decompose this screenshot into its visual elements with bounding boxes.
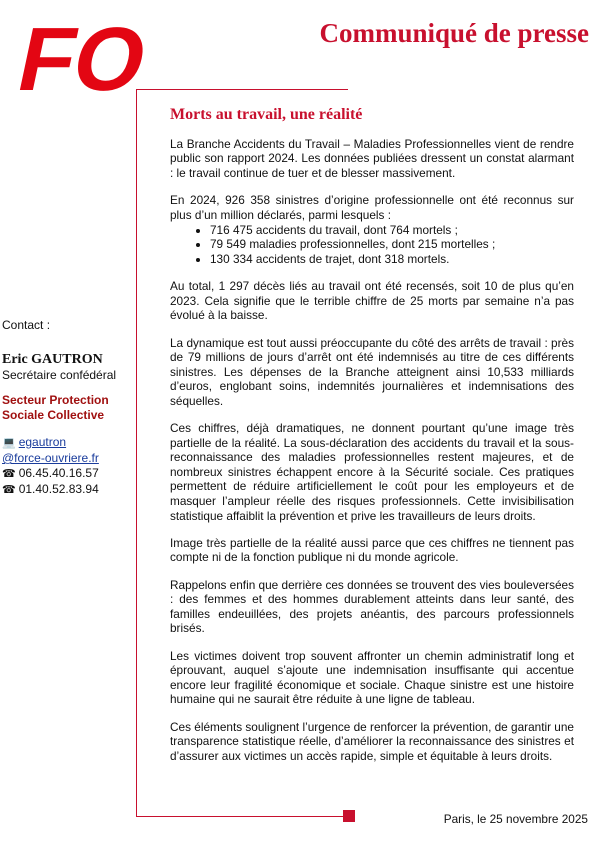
contact-sector bbox=[2, 393, 132, 423]
phone-icon: ☎ bbox=[2, 484, 16, 496]
contact-sidebar bbox=[0, 318, 132, 498]
paragraph-public-sector: Image très partielle de la réalité aussi parce que ces chiffres ne tiennent pas compte ni de la fonction publique ni du monde agricole. bbox=[170, 535, 574, 565]
fo-logo bbox=[9, 9, 156, 110]
contact-phone2-row bbox=[2, 482, 132, 498]
press-release-title: Communiqué de presse bbox=[319, 18, 589, 48]
contact-sector-line1: Secteur Protection bbox=[2, 393, 109, 407]
paragraph-lives: Rappelons enfin que derrière ces données se trouvent des vies bouleversées : des femmes et des hommes durablement atteints dans leur santé, des familles endeuillées, des projets anéantis, des parcours professionnels brisés. bbox=[170, 577, 574, 636]
phone-icon: ☎ bbox=[2, 468, 16, 480]
contact-phone1: 06.45.40.16.57 bbox=[18, 466, 99, 480]
contact-sector-line2: Sociale Collective bbox=[2, 408, 105, 422]
contact-email-domain-row bbox=[2, 451, 132, 466]
contact-email-row bbox=[2, 435, 132, 451]
list-item: • 130 334 accidents de trajet, dont 318 mortels. bbox=[210, 252, 574, 267]
release-date: Paris, le 25 novembre 2025 bbox=[443, 812, 588, 826]
article-body bbox=[170, 108, 574, 776]
frame-left-line bbox=[136, 89, 137, 816]
list-item: • 79 549 maladies professionnelles, dont 215 mortelles ; bbox=[210, 237, 574, 252]
paragraph-partial-image: Ces chiffres, déjà dramatiques, ne donnent pourtant qu’une image très partielle de la réalité. La sous-déclaration des accidents du travail et la sous-reconnaissance des maladies professionnelles restent majeures, et de nombreux sinistres échappent encore à la Sécurité sociale. Ces pratiques permettent de réduire artificiellement le coût pour les employeurs et de masquer l’ampleur réelle des risques professionnels. Cette invisibilisation statistique affaiblit la prévention et prive les travailleurs de leurs droits. bbox=[170, 421, 574, 523]
frame-corner-square bbox=[343, 810, 355, 822]
email-link-domain[interactable]: @force-ouvriere.fr bbox=[2, 451, 99, 465]
paragraph-arrets: La dynamique est tout aussi préoccupante du côté des arrêts de travail : près de 79 millions de jours d’arrêt ont été indemnisés au titre de ces différents sinistres. Les dépenses de la Branche atteignent ainsi 10,533 milliards d’euros, englobant soins, indemnités journalières et indemnisations des séquelles. bbox=[170, 335, 574, 408]
paragraph-conclusion: Ces éléments soulignent l’urgence de renforcer la prévention, de garantir une transparence statistique réelle, d’améliorer la reconnaissance des sinistres et d’assurer aux victimes un accès rapide, simple et équitable à leurs droits. bbox=[170, 719, 574, 763]
contact-label: Contact : bbox=[2, 318, 51, 332]
contact-phone1-row bbox=[2, 466, 132, 482]
computer-icon: 💻 bbox=[2, 437, 16, 449]
paragraph-victims: Les victimes doivent trop souvent affronter un chemin administratif long et éprouvant, auquel s’ajoute une indemnisation insuffisante qui accentue encore leur fragilité économique et sociale. Chaque sinistre est une histoire humaine qui ne saurait être réduite à une ligne de tableau. bbox=[170, 648, 574, 707]
figures-list bbox=[170, 223, 574, 267]
paragraph-intro: La Branche Accidents du Travail – Maladies Professionnelles vient de rendre public son rapport 2024. Les données publiées dressent un constat alarmant : le travail continue de tuer et de blesser massivement. bbox=[170, 136, 574, 180]
fo-logo-text: FO bbox=[9, 9, 156, 110]
paragraph-figures: En 2024, 926 358 sinistres d’origine professionnelle ont été reconnus sur plus d’un million déclarés, parmi lesquels : bbox=[170, 192, 574, 222]
contact-name: Eric GAUTRON bbox=[2, 352, 103, 367]
email-link-user[interactable]: egautron bbox=[18, 435, 67, 449]
paragraph-total: Au total, 1 297 décès liés au travail ont été recensés, soit 10 de plus qu’en 2023. Cela signifie que le terrible chiffre de 25 morts par semaine n’a pas évolué à la baisse. bbox=[170, 279, 574, 323]
list-item: • 716 475 accidents du travail, dont 764 mortels ; bbox=[210, 223, 574, 238]
frame-top-line bbox=[136, 89, 348, 90]
contact-phone2: 01.40.52.83.94 bbox=[18, 482, 99, 496]
contact-role: Secrétaire confédéral bbox=[2, 368, 117, 382]
article-title: Morts au travail, une réalité bbox=[170, 106, 363, 123]
frame-bottom-line bbox=[136, 816, 346, 817]
